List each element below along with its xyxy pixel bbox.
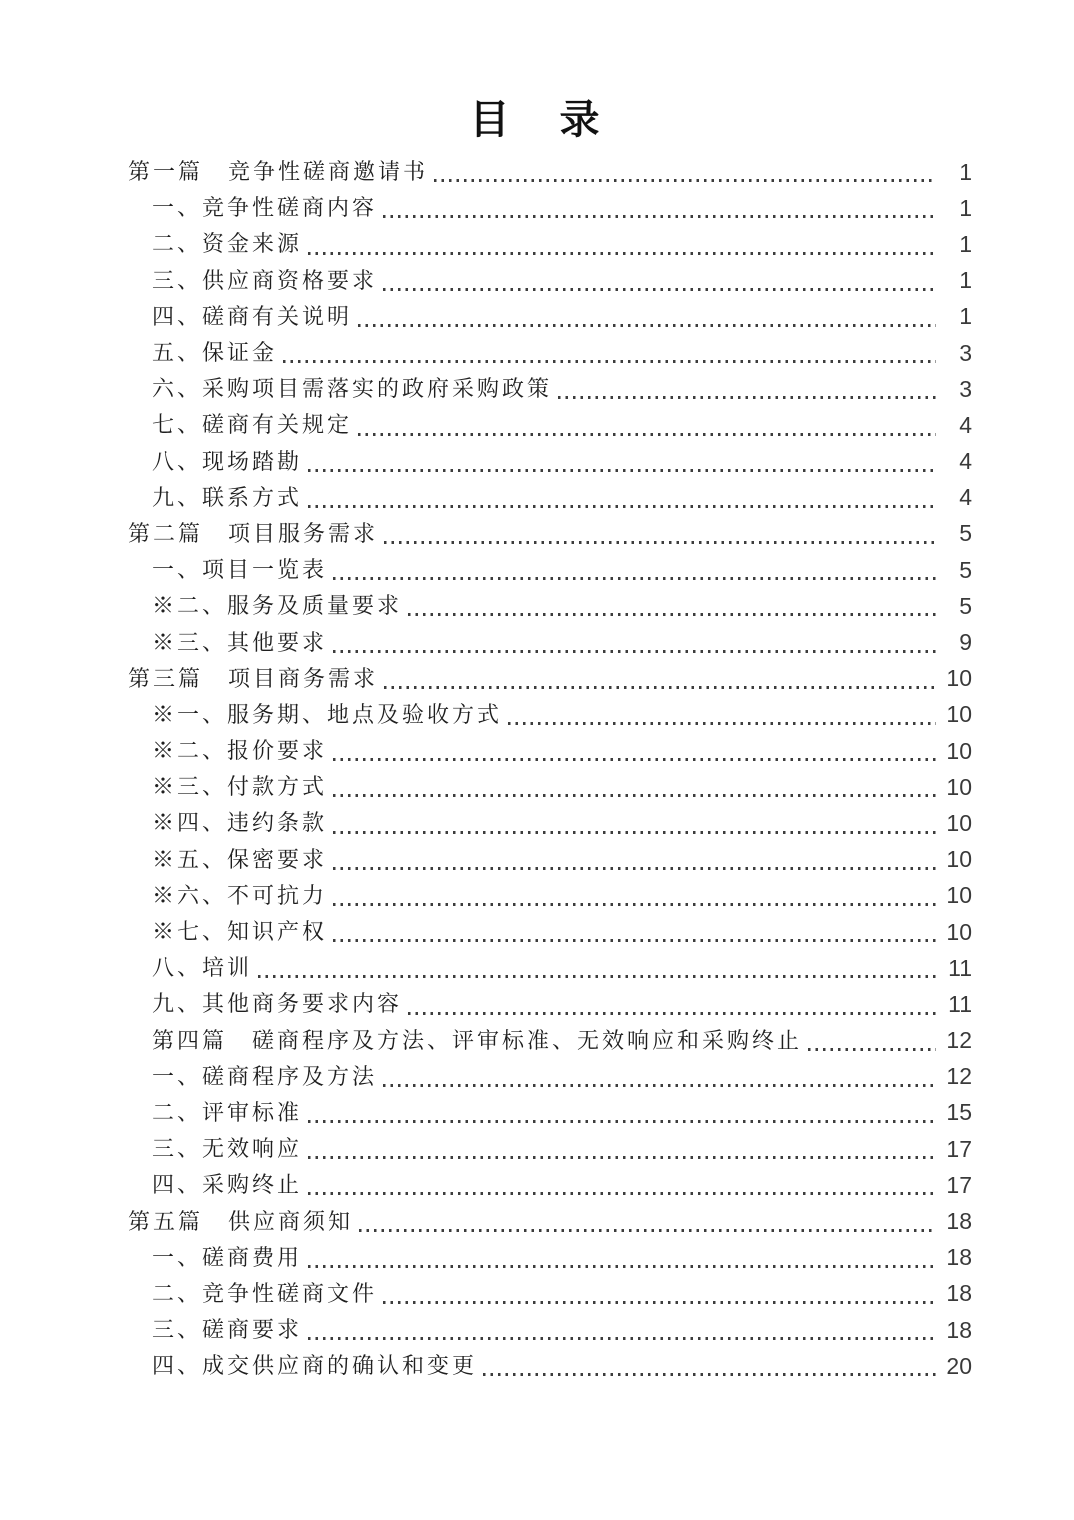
toc-entry[interactable] (0, 407, 972, 443)
toc-entry[interactable] (0, 190, 972, 226)
toc-entry[interactable] (0, 371, 972, 407)
toc-entry-label: 八、现场踏勘 (152, 448, 303, 474)
toc-entry[interactable] (0, 154, 972, 190)
dot-leader-icon (333, 650, 936, 653)
toc-entry-page-number: 1 (959, 303, 972, 330)
toc-entry[interactable] (0, 914, 972, 950)
toc-entry-label: ※四、违约条款 (152, 810, 328, 836)
toc-entry-label: 第三篇 项目商务需求 (128, 665, 379, 691)
toc-entry-label: 四、成交供应商的确认和变更 (152, 1353, 478, 1379)
toc-entry-page-number: 5 (959, 592, 972, 619)
toc-entry[interactable] (0, 516, 972, 552)
toc-entry-page-number: 10 (946, 918, 972, 945)
toc-entry-label: 七、磋商有关规定 (152, 412, 353, 438)
toc-entry-label: ※三、其他要求 (152, 629, 328, 655)
toc-entry[interactable] (0, 733, 972, 769)
toc-entry-page-number: 18 (946, 1316, 972, 1343)
toc-entry[interactable] (0, 661, 972, 697)
dot-leader-icon (383, 288, 936, 291)
toc-entry[interactable] (0, 1095, 972, 1131)
toc-entry-page-number: 20 (946, 1352, 972, 1379)
toc-entry-page-number: 10 (946, 773, 972, 800)
dot-leader-icon (308, 1337, 936, 1340)
dot-leader-icon (308, 1265, 936, 1268)
toc-entry-page-number: 9 (959, 629, 972, 656)
toc-entry-label: ※三、付款方式 (152, 774, 328, 800)
toc-entry-page-number: 4 (959, 484, 972, 511)
toc-entry[interactable] (0, 226, 972, 262)
toc-entry-label: 九、其他商务要求内容 (152, 991, 403, 1017)
toc-entry-label: 第一篇 竞争性磋商邀请书 (128, 159, 429, 185)
toc-entry-page-number: 1 (959, 194, 972, 221)
toc-entry-label: ※二、报价要求 (152, 738, 328, 764)
toc-entry-page-number: 11 (948, 990, 972, 1017)
dot-leader-icon (333, 758, 936, 761)
toc-entry-page-number: 15 (946, 1099, 972, 1126)
toc-entry-page-number: 18 (946, 1208, 972, 1235)
dot-leader-icon (333, 577, 936, 580)
toc-entry[interactable] (0, 1276, 972, 1312)
dot-leader-icon (333, 867, 936, 870)
toc-entry[interactable] (0, 950, 972, 986)
dot-leader-icon (483, 1373, 936, 1376)
dot-leader-icon (308, 1156, 936, 1159)
dot-leader-icon (508, 722, 936, 725)
dot-leader-icon (358, 433, 936, 436)
dot-leader-icon (434, 179, 936, 182)
toc-list (0, 154, 1074, 1384)
toc-entry-label: ※六、不可抗力 (152, 882, 328, 908)
toc-entry[interactable] (0, 842, 972, 878)
toc-entry-page-number: 12 (946, 1063, 972, 1090)
toc-entry-page-number: 12 (946, 1027, 972, 1054)
toc-entry-label: 二、评审标准 (152, 1099, 303, 1125)
dot-leader-icon (808, 1048, 936, 1051)
toc-entry[interactable] (0, 986, 972, 1022)
toc-entry-label: 八、培训 (152, 955, 253, 981)
dot-leader-icon (283, 360, 936, 363)
toc-entry[interactable] (0, 1240, 972, 1276)
toc-entry-label: 六、采购项目需落实的政府采购政策 (152, 376, 553, 402)
dot-leader-icon (258, 975, 936, 978)
toc-entry-label: 三、无效响应 (152, 1136, 303, 1162)
toc-entry-label: 一、磋商费用 (152, 1244, 303, 1270)
page-title: 目 录 (469, 97, 605, 142)
toc-entry-label: 四、采购终止 (152, 1172, 303, 1198)
dot-leader-icon (333, 794, 936, 797)
toc-entry[interactable] (0, 480, 972, 516)
toc-entry-page-number: 10 (946, 701, 972, 728)
dot-leader-icon (384, 541, 936, 544)
toc-entry-page-number: 10 (946, 665, 972, 692)
dot-leader-icon (308, 1192, 936, 1195)
dot-leader-icon (308, 252, 936, 255)
toc-entry-page-number: 3 (959, 375, 972, 402)
toc-entry[interactable] (0, 624, 972, 660)
dot-leader-icon (408, 1012, 936, 1015)
toc-entry[interactable] (0, 1348, 972, 1384)
toc-entry-label: 第五篇 供应商须知 (128, 1208, 354, 1234)
toc-entry-label: 第四篇 磋商程序及方法、评审标准、无效响应和采购终止 (152, 1027, 803, 1053)
toc-entry[interactable] (0, 805, 972, 841)
toc-entry-label: ※一、服务期、地点及验收方式 (152, 701, 503, 727)
toc-entry[interactable] (0, 1312, 972, 1348)
dot-leader-icon (333, 903, 936, 906)
toc-entry-label: 一、竞争性磋商内容 (152, 195, 378, 221)
toc-entry[interactable] (0, 1131, 972, 1167)
toc-entry-page-number: 10 (946, 846, 972, 873)
toc-entry-page-number: 1 (959, 230, 972, 257)
toc-entry-page-number: 1 (959, 158, 972, 185)
dot-leader-icon (359, 1229, 936, 1232)
dot-leader-icon (333, 939, 936, 942)
toc-entry-page-number: 11 (948, 954, 972, 981)
toc-entry-page-number: 1 (959, 267, 972, 294)
toc-entry[interactable] (0, 697, 972, 733)
dot-leader-icon (383, 1301, 936, 1304)
toc-entry[interactable] (0, 444, 972, 480)
toc-entry[interactable] (0, 588, 972, 624)
toc-entry-page-number: 5 (959, 520, 972, 547)
toc-entry-page-number: 18 (946, 1244, 972, 1271)
toc-entry[interactable] (0, 1059, 972, 1095)
toc-entry-label: 九、联系方式 (152, 484, 303, 510)
toc-entry-page-number: 10 (946, 882, 972, 909)
dot-leader-icon (358, 324, 936, 327)
toc-entry-page-number: 4 (959, 411, 972, 438)
toc-entry[interactable] (0, 299, 972, 335)
toc-entry-label: 一、项目一览表 (152, 557, 328, 583)
toc-entry-label: 五、保证金 (152, 340, 278, 366)
toc-entry-label: 二、竞争性磋商文件 (152, 1280, 378, 1306)
toc-entry-page-number: 17 (946, 1171, 972, 1198)
toc-entry-label: 二、资金来源 (152, 231, 303, 257)
dot-leader-icon (308, 1120, 936, 1123)
toc-entry-label: 一、磋商程序及方法 (152, 1063, 378, 1089)
dot-leader-icon (383, 1084, 936, 1087)
dot-leader-icon (408, 613, 936, 616)
toc-entry-page-number: 4 (959, 448, 972, 475)
dot-leader-icon (333, 831, 936, 834)
toc-entry[interactable] (0, 263, 972, 299)
toc-entry[interactable] (0, 1023, 972, 1059)
dot-leader-icon (558, 396, 936, 399)
toc-entry-label: ※二、服务及质量要求 (152, 593, 403, 619)
toc-entry[interactable] (0, 1167, 972, 1203)
dot-leader-icon (308, 505, 936, 508)
toc-entry-label: 三、磋商要求 (152, 1317, 303, 1343)
toc-entry-page-number: 10 (946, 809, 972, 836)
toc-entry[interactable] (0, 335, 972, 371)
dot-leader-icon (308, 469, 936, 472)
toc-entry-page-number: 18 (946, 1280, 972, 1307)
toc-entry-page-number: 3 (959, 339, 972, 366)
toc-entry-label: 四、磋商有关说明 (152, 303, 353, 329)
dot-leader-icon (383, 215, 936, 218)
toc-entry-page-number: 10 (946, 737, 972, 764)
toc-entry[interactable] (0, 1203, 972, 1239)
toc-entry-label: ※七、知识产权 (152, 919, 328, 945)
toc-entry[interactable] (0, 769, 972, 805)
toc-entry-page-number: 17 (946, 1135, 972, 1162)
toc-entry[interactable] (0, 878, 972, 914)
toc-entry-label: ※五、保密要求 (152, 846, 328, 872)
toc-entry[interactable] (0, 552, 972, 588)
toc-entry-page-number: 5 (959, 556, 972, 583)
toc-entry-label: 三、供应商资格要求 (152, 267, 378, 293)
dot-leader-icon (384, 686, 936, 689)
toc-entry-label: 第二篇 项目服务需求 (128, 520, 379, 546)
